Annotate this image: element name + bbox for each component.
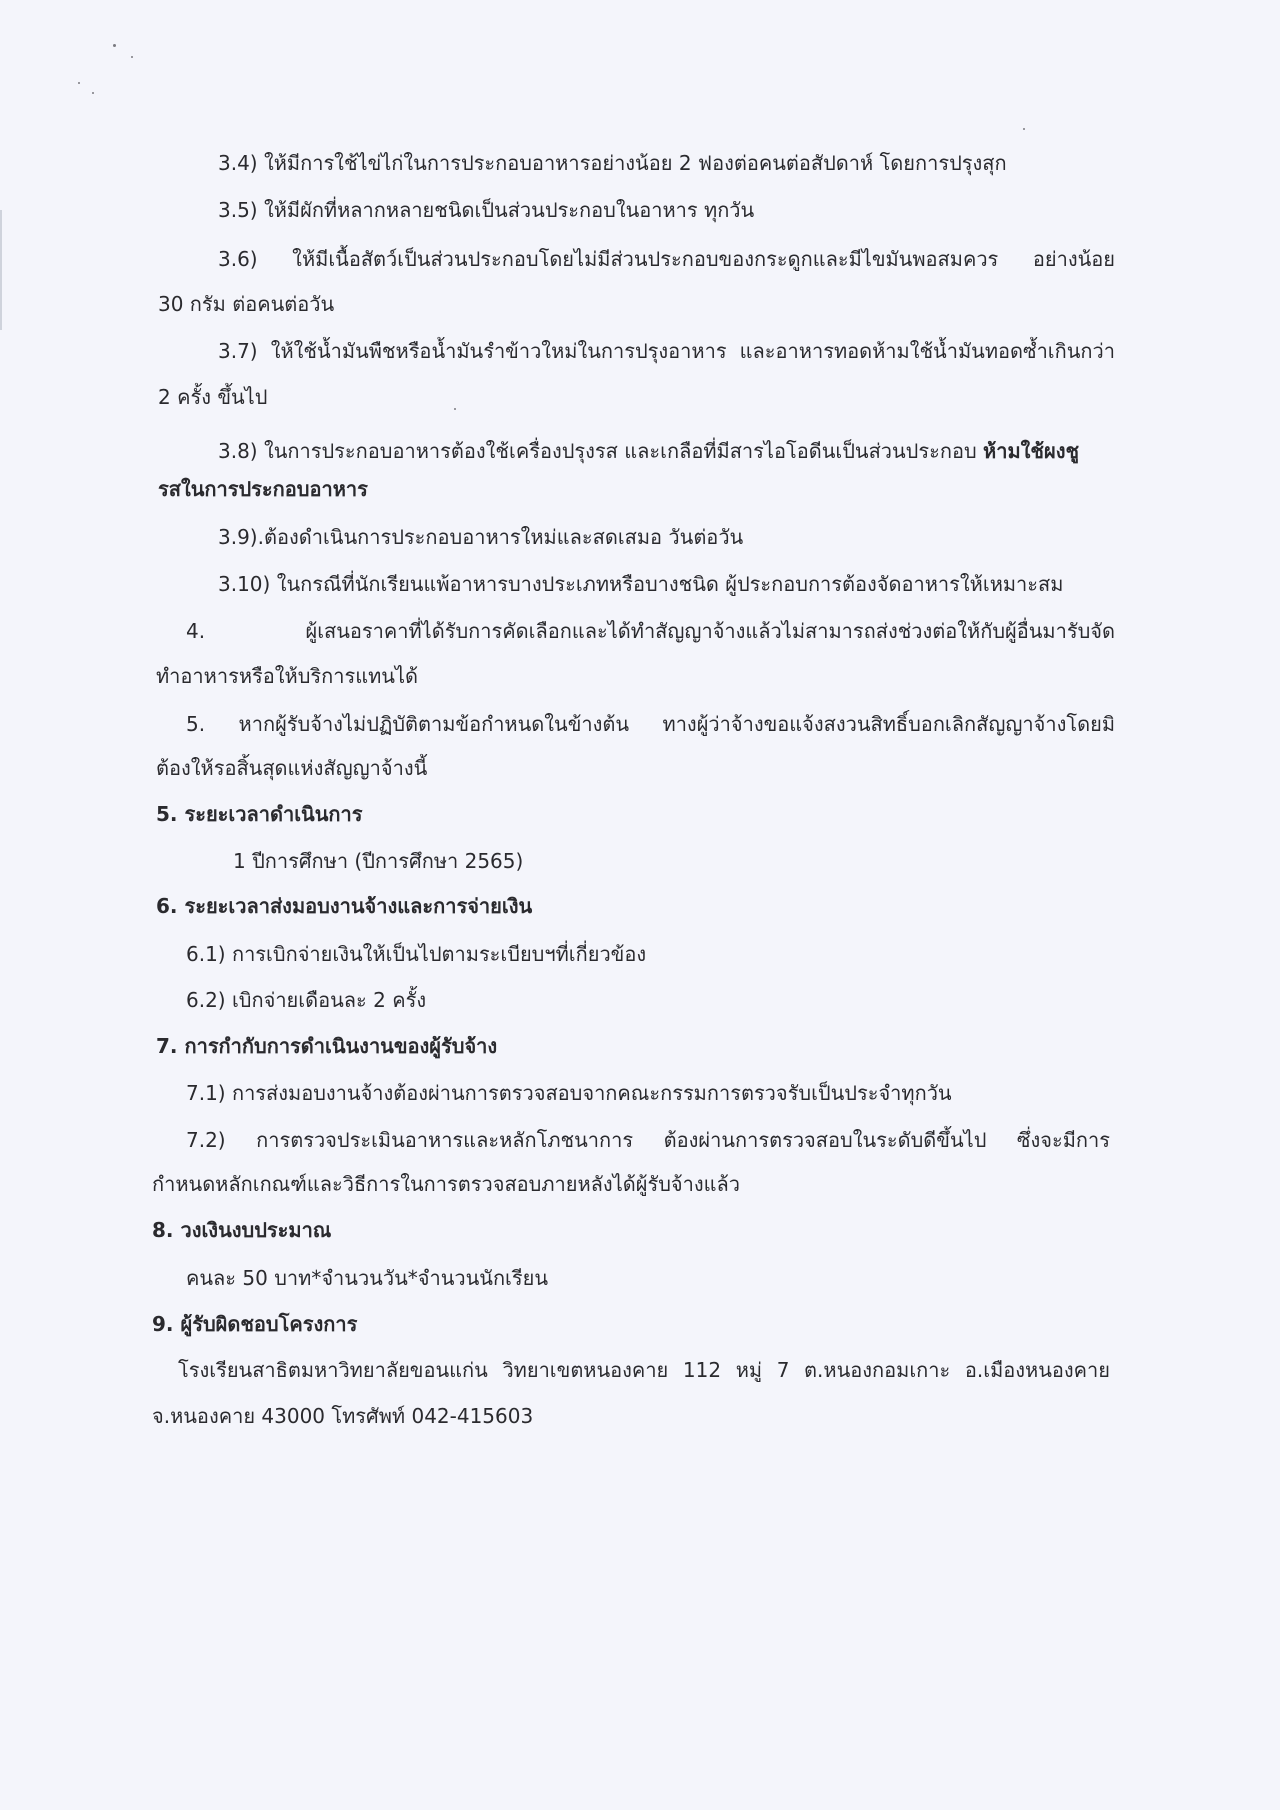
clause-3-7-text: 3.7) ให้ใช้น้ำมันพืชหรือน้ำมันรำข้าวใหม่ในการปรุงอาหาร และอาหารทอดห้ามใช้น้ำมันทอดซ้ำเกินกว่า bbox=[218, 339, 1115, 363]
clause-7-2-continued bbox=[152, 1170, 740, 1198]
scan-speck bbox=[131, 56, 133, 58]
clause-6-1-text: 6.1) การเบิกจ่ายเงินให้เป็นไปตามระเบียบฯที่เกี่ยวข้อง bbox=[186, 942, 647, 966]
clause-3-6 bbox=[218, 245, 1115, 273]
section-9-detail-continued-text: จ.หนองคาย 43000 โทรศัพท์ 042-415603 bbox=[152, 1404, 534, 1428]
clause-3-7-continued bbox=[158, 383, 267, 411]
clause-3-10 bbox=[218, 570, 1063, 598]
clause-3-4 bbox=[218, 149, 1007, 177]
clause-3-7-continued-text: 2 ครั้ง ขึ้นไป bbox=[158, 385, 268, 409]
clause-7-1 bbox=[186, 1079, 952, 1107]
clause-3-9-text: 3.9).ต้องดำเนินการประกอบอาหารใหม่และสดเสมอ วันต่อวัน bbox=[218, 525, 744, 549]
clause-3-6-text: 3.6) ให้มีเนื้อสัตว์เป็นส่วนประกอบโดยไม่มีส่วนประกอบของกระดูกและมีไขมันพอสมควร อย่างน้อย bbox=[218, 247, 1115, 271]
section-5-heading bbox=[156, 800, 362, 828]
section-9-detail-continued bbox=[152, 1402, 533, 1430]
section-5-detail bbox=[233, 847, 523, 875]
clause-3-7 bbox=[218, 337, 1115, 365]
clause-3-10-text: 3.10) ในกรณีที่นักเรียนแพ้อาหารบางประเภทหรือบางชนิด ผู้ประกอบการต้องจัดอาหารให้เหมาะสม bbox=[218, 572, 1064, 596]
scan-speck bbox=[113, 44, 116, 47]
section-8-detail bbox=[186, 1264, 548, 1292]
scan-speck bbox=[1023, 128, 1025, 130]
clause-5-termination bbox=[186, 710, 1115, 738]
clause-3-6-continued bbox=[158, 290, 334, 318]
section-6-heading bbox=[156, 892, 532, 920]
clause-3-8-bold-text: ห้ามใช้ผงชู bbox=[983, 439, 1080, 463]
section-7-heading-text: 7. การกำกับการดำเนินงานของผู้รับจ้าง bbox=[156, 1034, 498, 1058]
clause-4 bbox=[186, 617, 1115, 645]
clause-3-8 bbox=[218, 437, 1079, 465]
clause-4-continued-text: ทำอาหารหรือให้บริการแทนได้ bbox=[156, 664, 419, 688]
clause-3-8-text: 3.8) ในการประกอบอาหารต้องใช้เครื่องปรุงรส และเกลือที่มีสารไอโอดีนเป็นส่วนประกอบ bbox=[218, 439, 984, 463]
clause-7-2-continued-text: กำหนดหลักเกณฑ์และวิธีการในการตรวจสอบภายหลังได้ผู้รับจ้างแล้ว bbox=[152, 1172, 740, 1196]
section-7-heading bbox=[156, 1032, 497, 1060]
clause-4-continued bbox=[156, 662, 418, 690]
scan-edge-mark bbox=[0, 210, 2, 330]
clause-7-2 bbox=[186, 1126, 1110, 1154]
scan-speck bbox=[454, 408, 456, 410]
section-9-heading-text: 9. ผู้รับผิดชอบโครงการ bbox=[152, 1312, 358, 1336]
clause-6-2-text: 6.2) เบิกจ่ายเดือนละ 2 ครั้ง bbox=[186, 988, 427, 1012]
section-8-heading bbox=[152, 1216, 331, 1244]
scan-speck bbox=[92, 92, 94, 94]
clause-3-8-continued bbox=[158, 475, 368, 503]
section-5-heading-text: 5. ระยะเวลาดำเนินการ bbox=[156, 802, 363, 826]
section-9-detail-text: โรงเรียนสาธิตมหาวิทยาลัยขอนแก่น วิทยาเขตหนองคาย 112 หมู่ 7 ต.หนองกอมเกาะ อ.เมืองหนองคาย bbox=[178, 1358, 1110, 1382]
clause-6-1 bbox=[186, 940, 646, 968]
clause-5-termination-continued-text: ต้องให้รอสิ้นสุดแห่งสัญญาจ้างนี้ bbox=[156, 756, 428, 780]
clause-7-2-text: 7.2) การตรวจประเมินอาหารและหลักโภชนาการ ต้องผ่านการตรวจสอบในระดับดีขึ้นไป ซึ่งจะมีการ bbox=[186, 1128, 1110, 1152]
clause-5-termination-text: 5. หากผู้รับจ้างไม่ปฏิบัติตามข้อกำหนดในข้างต้น ทางผู้ว่าจ้างขอแจ้งสงวนสิทธิ์บอกเลิกสัญญาจ้างโดยมิ bbox=[186, 712, 1115, 736]
clause-3-9 bbox=[218, 523, 743, 551]
section-9-heading bbox=[152, 1310, 357, 1338]
clause-3-8-continued-text: รสในการประกอบอาหาร bbox=[158, 477, 368, 501]
scan-speck bbox=[78, 82, 80, 84]
clause-4-text: 4. ผู้เสนอราคาที่ได้รับการคัดเลือกและได้ทำสัญญาจ้างแล้วไม่สามารถส่งช่วงต่อให้กับผู้อื่นมารับจัด bbox=[186, 619, 1115, 643]
clause-5-termination-continued bbox=[156, 754, 427, 782]
section-9-detail bbox=[178, 1356, 1110, 1384]
clause-3-4-text: 3.4) ให้มีการใช้ไข่ไก่ในการประกอบอาหารอย่างน้อย 2 ฟองต่อคนต่อสัปดาห์ โดยการปรุงสุก bbox=[218, 151, 1007, 175]
section-6-heading-text: 6. ระยะเวลาส่งมอบงานจ้างและการจ่ายเงิน bbox=[156, 894, 533, 918]
clause-3-5-text: 3.5) ให้มีผักที่หลากหลายชนิดเป็นส่วนประกอบในอาหาร ทุกวัน bbox=[218, 198, 755, 222]
clause-3-6-continued-text: 30 กรัม ต่อคนต่อวัน bbox=[158, 292, 335, 316]
clause-3-5 bbox=[218, 196, 754, 224]
clause-7-1-text: 7.1) การส่งมอบงานจ้างต้องผ่านการตรวจสอบจากคณะกรรมการตรวจรับเป็นประจำทุกวัน bbox=[186, 1081, 952, 1105]
section-8-heading-text: 8. วงเงินงบประมาณ bbox=[152, 1218, 332, 1242]
section-8-detail-text: คนละ 50 บาท*จำนวนวัน*จำนวนนักเรียน bbox=[186, 1266, 549, 1290]
clause-6-2 bbox=[186, 986, 426, 1014]
section-5-detail-text: 1 ปีการศึกษา (ปีการศึกษา 2565) bbox=[233, 849, 524, 873]
